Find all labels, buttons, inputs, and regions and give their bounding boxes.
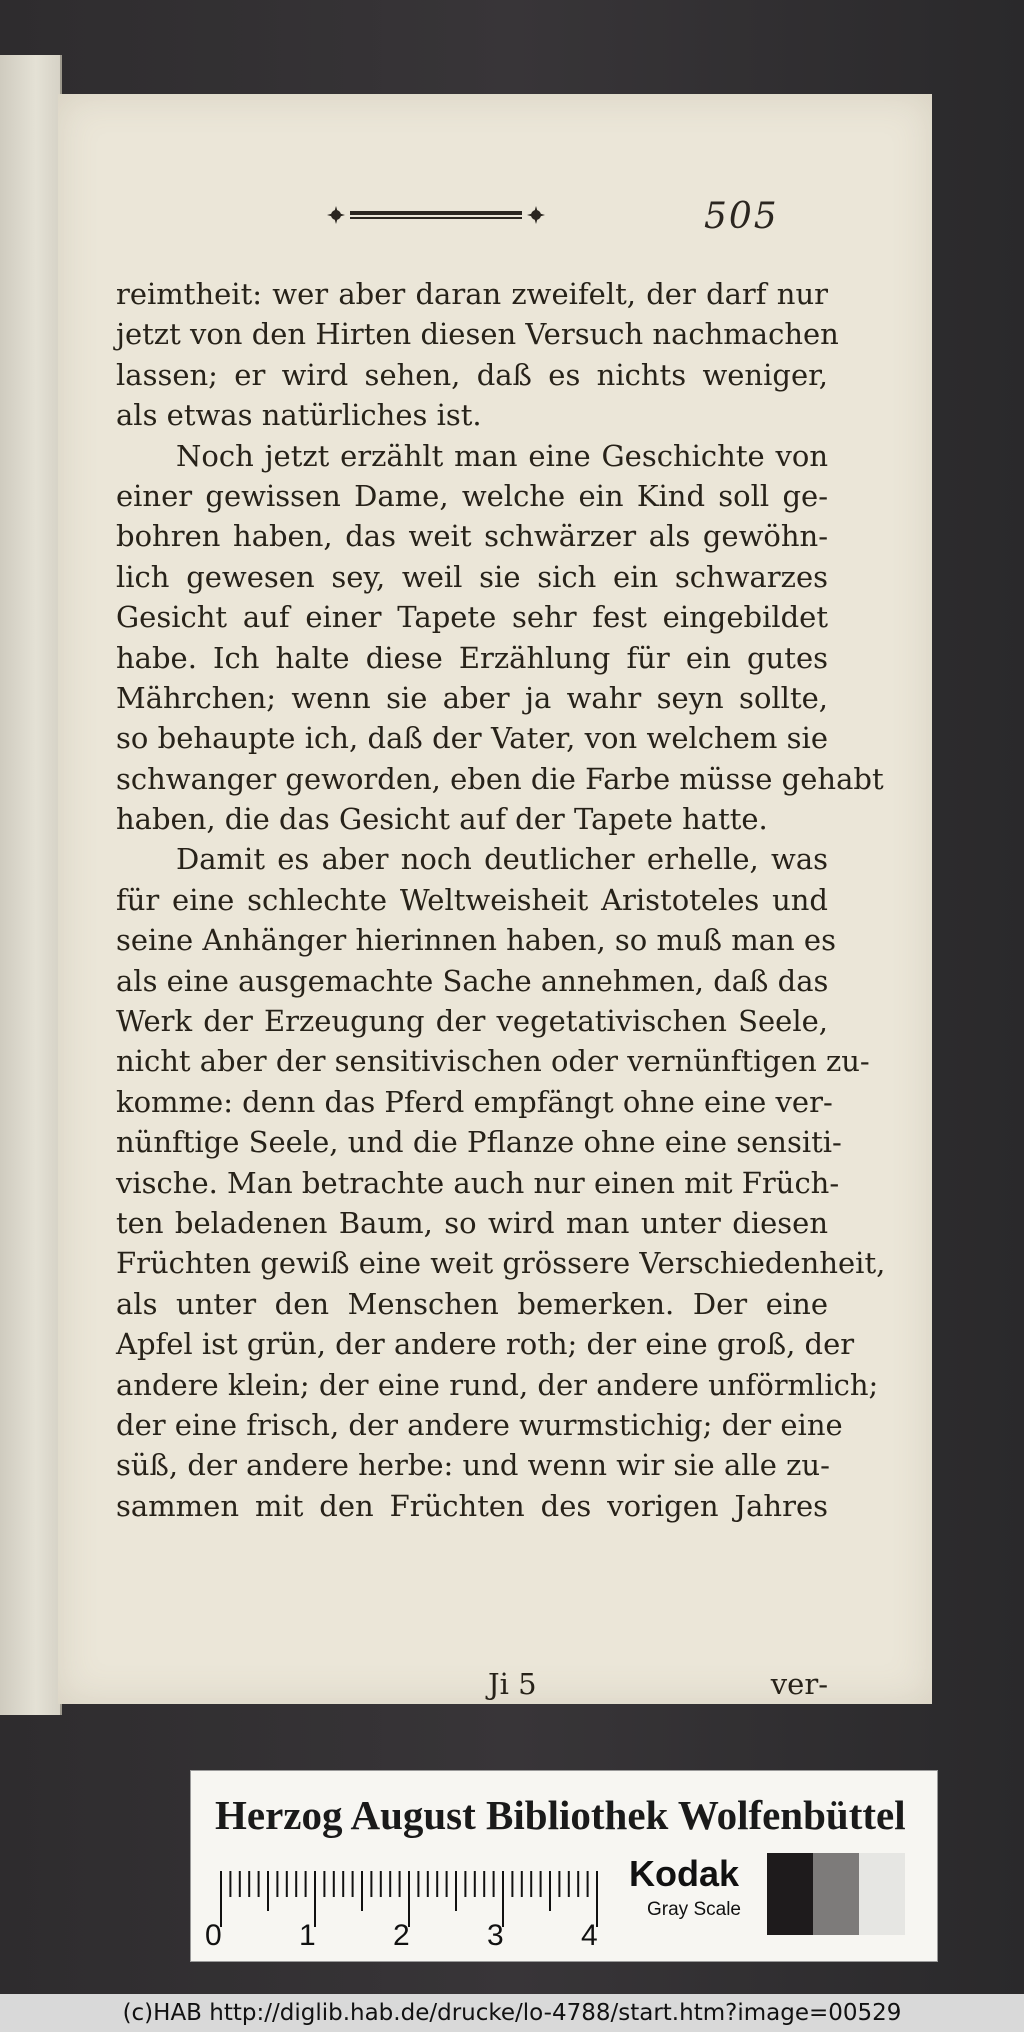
copyright-caption: (c)HAB http://diglib.hab.de/drucke/lo-4788/start.htm?image=00529 (0, 1994, 1024, 2032)
page-footer (116, 1667, 828, 1707)
text-line: bohren haben, das weit schwärzer als gewöhn- (116, 519, 828, 554)
text-line: habe. Ich halte diese Erzählung für ein gutes (116, 640, 828, 675)
text-line: als eine ausgemachte Sache annehmen, daß das (116, 963, 829, 998)
text-line: nünftige Seele, und die Pflanze ohne eine sensiti- (116, 1125, 842, 1160)
text-line: lich gewesen sey, weil sie sich ein schwarzes (116, 559, 828, 594)
text-line: sammen mit den Früchten des vorigen Jahres (116, 1488, 828, 1523)
previous-page-edge (0, 55, 62, 1715)
catchword: ver- (770, 1667, 828, 1701)
text-line: ten beladenen Baum, so wird man unter diesen (116, 1205, 828, 1240)
text-line: der eine frisch, der andere wurmstichig; der eine (116, 1407, 843, 1442)
ruler-label: 1 (299, 1919, 316, 1952)
ruler-scale (217, 1867, 607, 1927)
gray-patch-light (859, 1853, 905, 1935)
library-name: Herzog August Bibliothek Wolfenbüttel (215, 1792, 906, 1838)
signature-mark: Ji 5 (488, 1667, 537, 1701)
gray-patch-mid (813, 1853, 859, 1935)
text-line: andere klein; der eine rund, der andere unförmlich; (116, 1367, 879, 1402)
text-line: reimtheit: wer aber daran zweifelt, der darf nur (116, 277, 828, 311)
text-line: Apfel ist grün, der andere roth; der eine groß, der (116, 1327, 855, 1362)
text-line: Noch jetzt erzählt man eine Geschichte von (176, 438, 828, 473)
text-line: so behaupte ich, daß der Vater, von welchem sie (116, 721, 828, 756)
text-line: Früchten gewiß eine weit grössere Verschiedenheit, (116, 1246, 886, 1281)
ruler-label: 0 (205, 1919, 222, 1952)
text-line: als unter den Menschen bemerken. Der eine (116, 1286, 828, 1321)
text-line: schwanger geworden, eben die Farbe müsse gehabt (116, 761, 884, 796)
text-line: komme: denn das Pferd empfängt ohne eine ver- (116, 1084, 833, 1119)
text-line: als etwas natürliches ist. (116, 398, 482, 433)
text-line: süß, der andere herbe: und wenn wir sie alle zu- (116, 1448, 830, 1483)
ruler-label: 4 (581, 1919, 598, 1952)
text-line: jetzt von den Hirten diesen Versuch nachmachen (116, 317, 839, 352)
ruler-label: 3 (487, 1919, 504, 1952)
page-header (58, 194, 932, 244)
text-line: vische. Man betrachte auch nur einen mit Früch- (116, 1165, 840, 1200)
text-line: nicht aber der sensitivischen oder vernünftigen zu- (116, 1044, 870, 1079)
header-ornament (326, 204, 546, 226)
text-line: Mährchen; wenn sie aber ja wahr seyn sollte, (116, 680, 828, 715)
text-line: seine Anhänger hierinnen haben, so muß man es (116, 923, 836, 958)
text-line: lassen; er wird sehen, daß es nichts weniger, (116, 357, 828, 392)
page-number: 505 (704, 196, 779, 237)
body-text (116, 274, 886, 1526)
book-page (58, 94, 932, 1704)
gray-scale-label: Gray Scale (647, 1899, 741, 1920)
kodak-logo: Kodak (629, 1853, 740, 1894)
ruler-labels (205, 1919, 625, 1953)
color-target-card (190, 1770, 938, 1962)
ruler-label: 2 (393, 1919, 410, 1952)
text-line: einer gewissen Dame, welche ein Kind soll ge- (116, 478, 828, 513)
text-line: Werk der Erzeugung der vegetativischen Seele, (116, 1004, 828, 1039)
gray-patch-dark (767, 1853, 813, 1935)
text-line: Gesicht auf einer Tapete sehr fest eingebildet (116, 600, 828, 635)
text-line: für eine schlechte Weltweisheit Aristoteles und (116, 882, 828, 917)
text-line: Damit es aber noch deutlicher erhelle, was (176, 842, 828, 877)
text-line: haben, die das Gesicht auf der Tapete hatte. (116, 802, 768, 837)
